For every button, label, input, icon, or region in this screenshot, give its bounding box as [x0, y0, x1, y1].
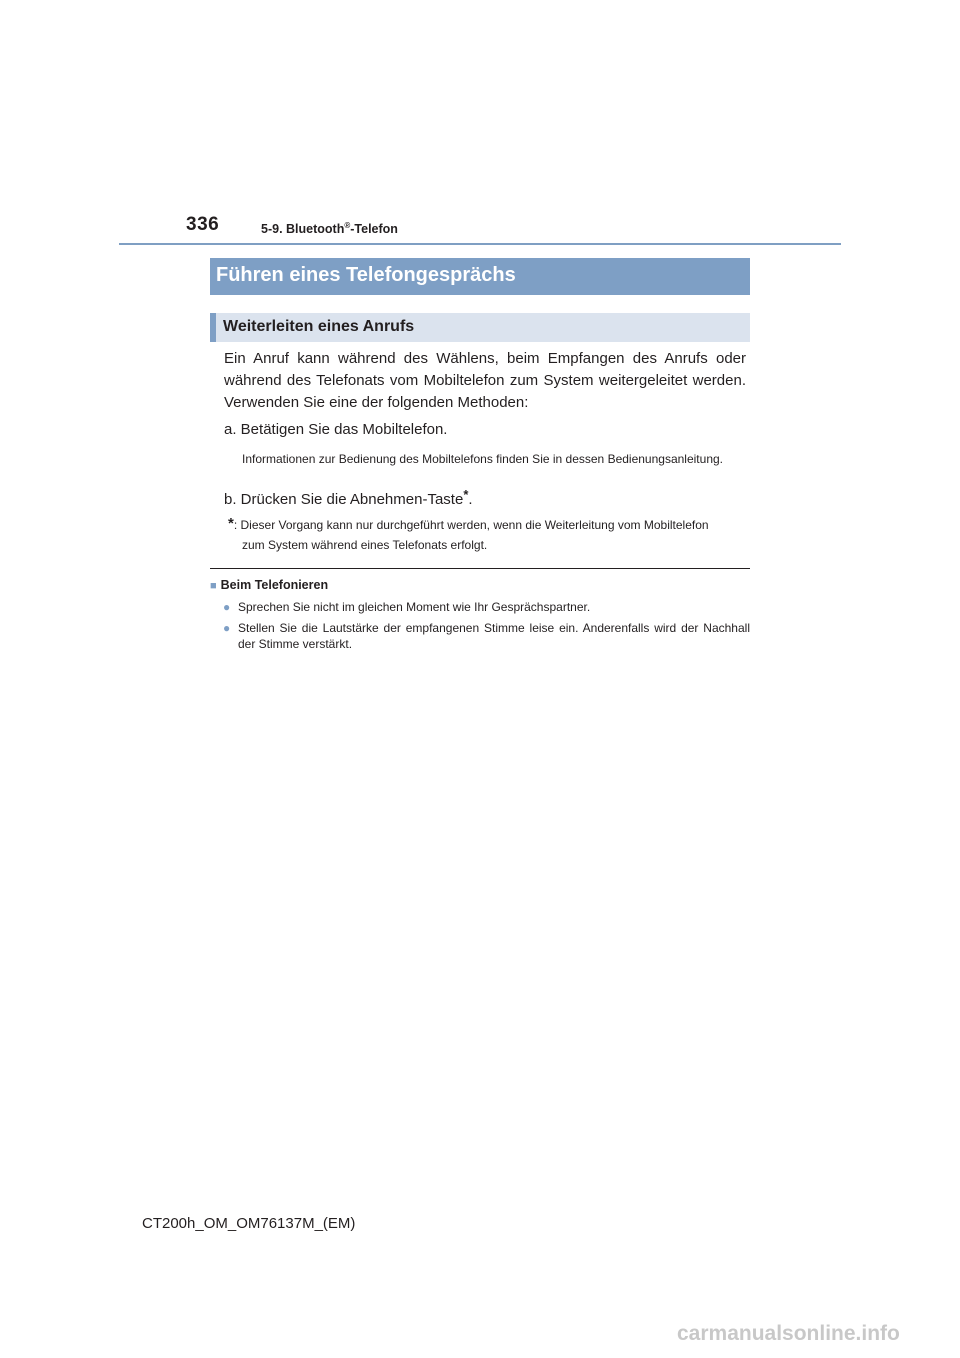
section-prefix: 5-9. Bluetooth: [261, 222, 345, 236]
registered-mark: ®: [344, 221, 351, 230]
list-item: [223, 620, 750, 652]
watermark[interactable]: carmanualsonline.info: [677, 1322, 900, 1345]
section-suffix: -Telefon: [350, 222, 398, 236]
section-reference: [261, 221, 398, 236]
subtitle-accent: [210, 313, 216, 342]
step-a-note: Informationen zur Bedienung des Mobiltelefons finden Sie in dessen Bedienungsanleitung.: [242, 452, 723, 466]
page-number: 336: [186, 214, 220, 235]
page-title: Führen eines Telefongesprächs: [216, 264, 516, 286]
subtitle-bar: [210, 313, 750, 342]
step-b: [224, 487, 473, 508]
circle-bullet-icon: ●: [223, 600, 231, 614]
document-code: CT200h_OM_OM76137M_(EM): [142, 1215, 356, 1232]
footnote-star: *: [228, 515, 234, 532]
step-a: a. Betätigen Sie das Mobiltelefon.: [224, 421, 448, 438]
footnote-line1: : Dieser Vorgang kann nur durchgeführt werden, wenn die Weiterleitung vom Mobiltelefon: [233, 518, 709, 532]
step-b-label: b. Drücken Sie die Abnehmen-Taste: [224, 491, 464, 508]
intro-paragraph: Ein Anruf kann während des Wählens, beim Empfangen des Anrufs oder während des Telefonats vom Mobiltelefon zum System weitergeleitet werden. Verwenden Sie eine der folgenden Methoden:: [224, 350, 746, 411]
list-item: [223, 599, 750, 615]
header-rule: [119, 243, 841, 245]
info-heading: [210, 578, 328, 592]
circle-bullet-icon: ●: [223, 621, 231, 635]
footnote: [228, 514, 746, 555]
square-bullet-icon: ■: [210, 580, 217, 592]
info-heading-text: Beim Telefonieren: [220, 578, 329, 592]
list-item-text: Sprechen Sie nicht im gleichen Moment wie Ihr Gesprächspartner.: [238, 600, 591, 614]
title-bar: [210, 258, 750, 295]
section-divider: [210, 568, 750, 569]
step-b-end: .: [468, 491, 473, 508]
list-item-text: Stellen Sie die Lautstärke der empfangenen Stimme leise ein. Anderenfalls wird der Nachhall der Stimme verstärkt.: [238, 621, 750, 651]
footnote-line2: zum System während eines Telefonats erfolgt.: [242, 538, 488, 552]
step-b-star: *: [463, 487, 469, 502]
subtitle: Weiterleiten eines Anrufs: [223, 318, 415, 335]
